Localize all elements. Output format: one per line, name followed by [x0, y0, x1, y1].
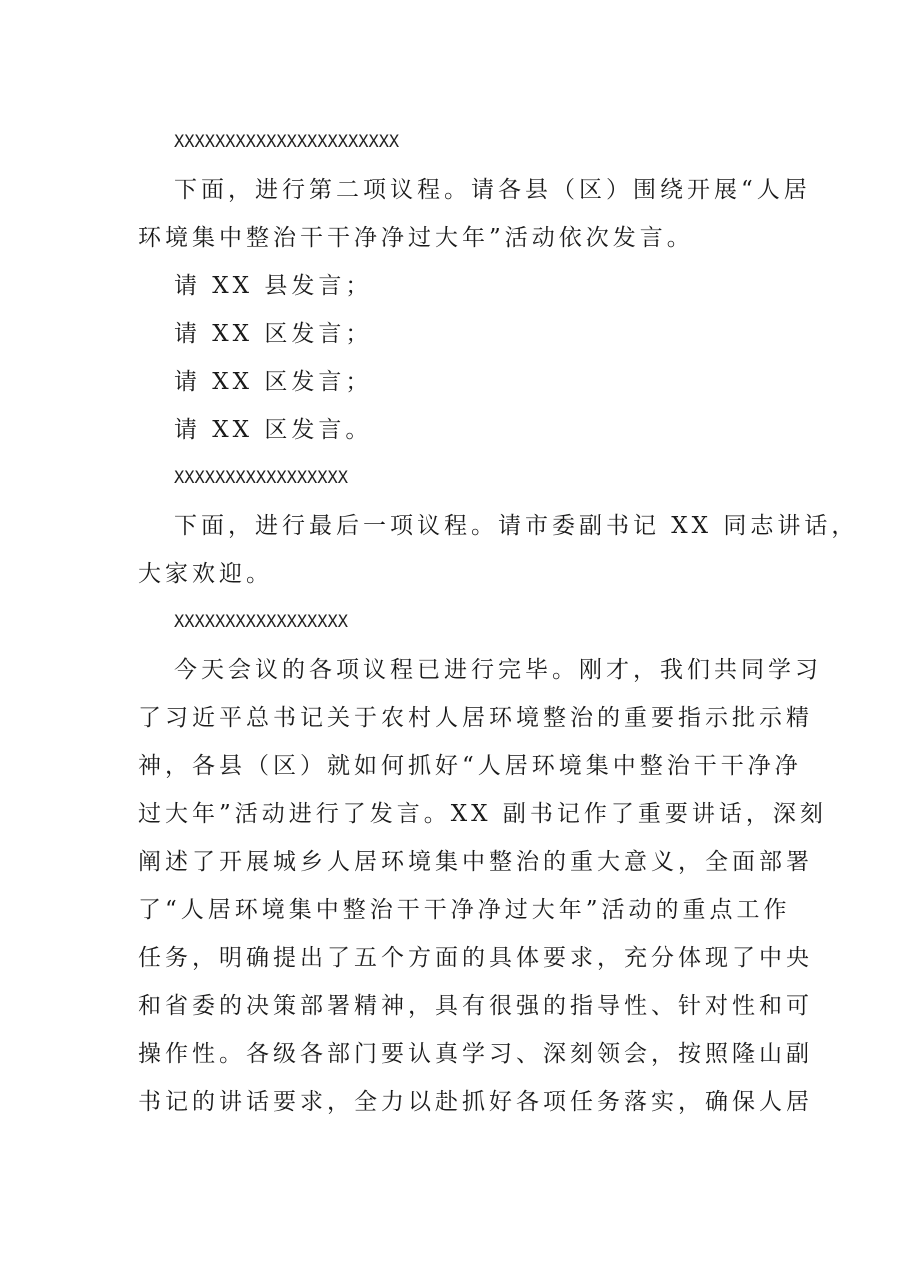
paragraph-line: 了习近平总书记关于农村人居环境整治的重要指示批示精 — [138, 705, 813, 731]
paragraph-line: 阐述了开展城乡人居环境集中整治的重大意义，全面部署 — [138, 849, 813, 875]
speaker-line: 请 XX 区发言； — [174, 369, 373, 395]
speaker-line: 请 XX 区发言。 — [174, 417, 373, 443]
paragraph-line: 下面，进行第二项议程。请各县（区）围绕开展“人居 — [174, 177, 811, 203]
paragraph-line: 环境集中整治干干净净过大年”活动依次发言。 — [138, 225, 694, 251]
placeholder-marker: XXXXXXXXXXXXXXXXXXXXXX — [174, 132, 400, 152]
speaker-line: 请 XX 县发言； — [174, 273, 373, 299]
paragraph-line: 了“人居环境集中整治干干净净过大年”活动的重点工作 — [138, 897, 791, 923]
paragraph-line: 大家欢迎。 — [138, 561, 273, 587]
paragraph-line: 操作性。各级各部门要认真学习、深刻领会，按照隆山副 — [138, 1041, 813, 1067]
paragraph-line: 今天会议的各项议程已进行完毕。刚才，我们共同学习 — [174, 657, 822, 683]
speaker-line: 请 XX 区发言； — [174, 321, 373, 347]
paragraph-line: 书记的讲话要求，全力以赴抓好各项任务落实，确保人居 — [138, 1089, 813, 1115]
document-body — [138, 118, 859, 1126]
paragraph-line: 神，各县（区）就如何抓好“人居环境集中整治干干净净 — [138, 753, 802, 779]
paragraph-line: 过大年”活动进行了发言。XX 副书记作了重要讲话，深刻 — [138, 801, 827, 827]
paragraph-line: 和省委的决策部署精神，具有很强的指导性、针对性和可 — [138, 993, 813, 1019]
placeholder-marker: XXXXXXXXXXXXXXXXX — [174, 612, 348, 632]
paragraph-line: 下面，进行最后一项议程。请市委副书记 XX 同志讲话， — [174, 513, 859, 539]
paragraph-line: 任务，明确提出了五个方面的具体要求，充分体现了中央 — [138, 945, 813, 971]
placeholder-marker: XXXXXXXXXXXXXXXXX — [174, 468, 348, 488]
